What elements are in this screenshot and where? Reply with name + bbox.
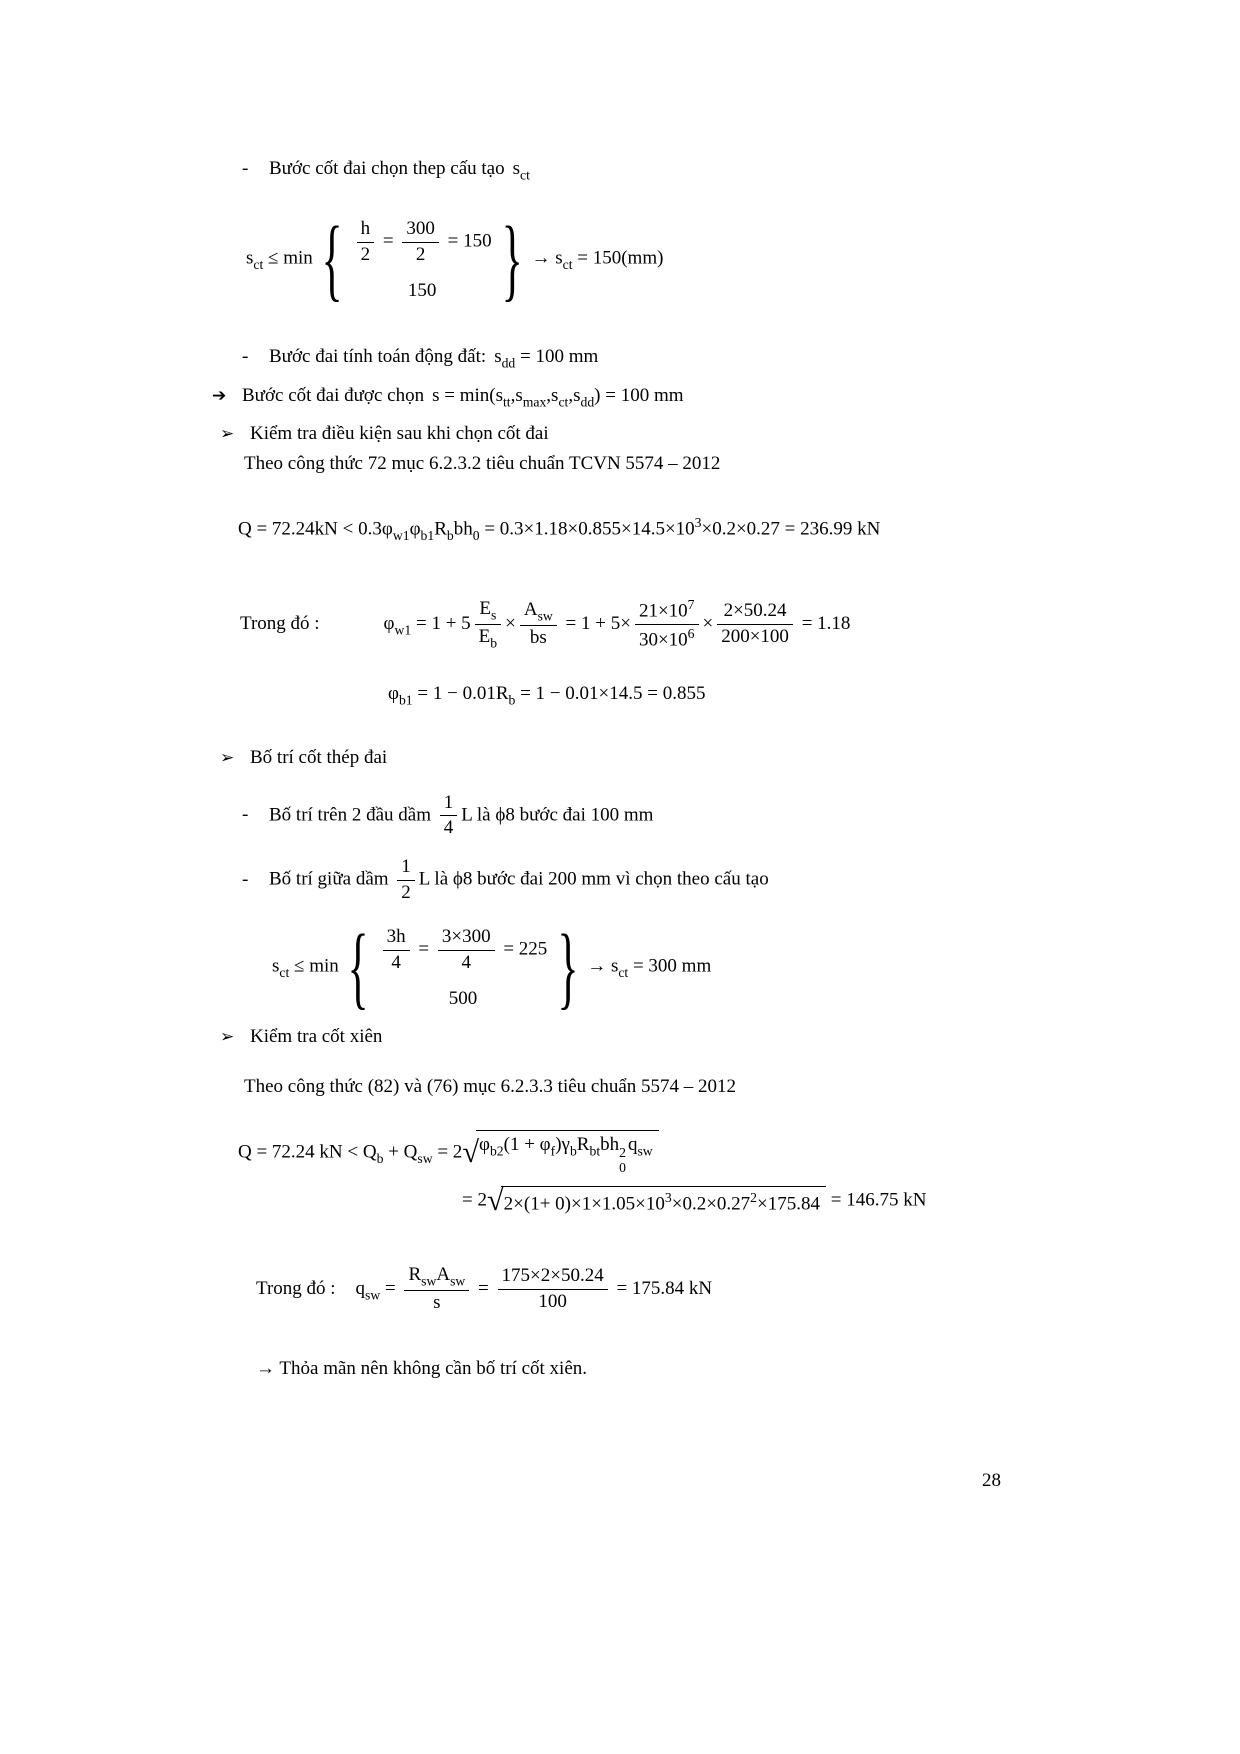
math-case-rows [343, 217, 502, 301]
math-text: = 1 + 5 [411, 612, 471, 634]
math-denominator [383, 951, 410, 976]
math-text: Bố trí trên 2 đầu dầm [269, 804, 436, 826]
math-text: s [246, 248, 254, 270]
where-label: Trong đó : [256, 1278, 336, 1300]
math-numerator [498, 1264, 608, 1290]
math-text: R [576, 1133, 590, 1155]
math-subscript: s [491, 607, 497, 623]
math-text: E [479, 597, 492, 619]
math-text: = 2 [432, 1141, 463, 1163]
math-text: 1 [443, 791, 454, 813]
dash-bullet: - [242, 345, 249, 367]
math-subscript: sw [450, 1273, 466, 1289]
math-text: q [627, 1133, 638, 1155]
math-numerator [404, 1263, 469, 1291]
math-text: 175×2×50.24 [501, 1265, 604, 1287]
math-square-root [462, 1130, 658, 1177]
math-subscript: tt [502, 394, 511, 410]
math-text: 100 [538, 1290, 567, 1312]
bullet-layout-beam-ends [242, 791, 1150, 841]
math-text: 30×10 [638, 629, 688, 651]
dash-bullet: - [242, 158, 249, 179]
math-denominator [498, 1290, 608, 1315]
math-subscript: b [508, 692, 516, 708]
math-subscript: sw [421, 1273, 437, 1289]
math-text: = 0.3×1.18×0.855×14.5×10 [479, 518, 695, 540]
math-text: 2×50.24 [723, 600, 787, 622]
math-subscript: ct [618, 965, 629, 981]
math-sub: 0 [619, 1160, 626, 1176]
math-text: 150 [407, 279, 437, 301]
math-fraction [438, 925, 495, 975]
math-text: 3×300 [441, 926, 491, 948]
math-case-row [379, 925, 548, 975]
math-text: A [436, 1263, 451, 1285]
math-subscript: bt [589, 1143, 601, 1159]
close-brace-icon: } [501, 207, 523, 311]
math-text: bh [600, 1133, 620, 1155]
math-fraction [520, 598, 557, 651]
formula-phi-b1 [388, 683, 1150, 708]
math-text: s [512, 158, 521, 179]
math-text: → s [526, 248, 563, 270]
math-subscript: sw [417, 1150, 433, 1166]
formula-qsw [356, 1263, 713, 1316]
reference-note: Theo công thức 72 mục 6.2.3.2 tiêu chuẩn TCVN 5574 – 2012 [244, 452, 721, 474]
chosen-text: Bước cốt đai được chọn [242, 385, 425, 407]
math-text: L là ϕ8 bước đai 200 mm vì chọn theo cấu tạo [418, 868, 769, 890]
math-case-row [449, 988, 478, 1010]
math-text: E [478, 625, 491, 647]
math-numerator [440, 791, 458, 817]
radical-sign-icon: √ [486, 1183, 504, 1218]
math-case-row [353, 217, 492, 267]
math-superscript: 2 [750, 1190, 758, 1206]
where-label: Trong đó : [240, 613, 320, 635]
math-superscript: 6 [687, 625, 695, 641]
math-text: R [408, 1263, 422, 1285]
math-text: ,s [546, 385, 559, 407]
chevron-bullet: ➢ [220, 747, 235, 768]
math-text: 2×(1+ 0)×1×1.05×10 [503, 1193, 665, 1215]
math-subscript: sw [537, 608, 553, 624]
math-fraction [383, 925, 410, 975]
math-subscript: sw [365, 1287, 381, 1303]
math-fraction [717, 599, 793, 649]
math-subscript: b [569, 1143, 577, 1159]
formula-phi-w1 [384, 596, 851, 653]
math-text: ) = 100 mm [594, 385, 684, 407]
math-text: × [505, 612, 516, 634]
math-denominator [357, 243, 375, 268]
math-text: = 146.75 kN [825, 1190, 927, 1211]
section-title: Bố trí cốt thép đai [250, 746, 388, 768]
bullet-layout-beam-middle [242, 855, 1150, 905]
radical-sign-icon: √ [462, 1134, 479, 1169]
math-radicand [501, 1186, 826, 1217]
math-text: φ [388, 683, 399, 705]
math-text: = 2 [462, 1190, 487, 1211]
math-text: Q = 72.24 kN < Q [238, 1141, 377, 1163]
math-subscript: ct [253, 257, 264, 273]
math-superscript: 7 [687, 596, 695, 612]
math-brace-group [347, 915, 579, 1018]
math-sup: 2 [619, 1145, 626, 1161]
math-text: 200×100 [721, 625, 789, 647]
math-numerator [717, 599, 793, 625]
math-denominator [402, 243, 439, 268]
formula-sct-min-150 [246, 207, 1150, 311]
math-subscript: ct [562, 257, 573, 273]
bullet-text: Bước cốt đai chọn thep cấu tạo [269, 158, 505, 179]
math-superscript: 3 [664, 1190, 672, 1206]
math-text: × [702, 612, 714, 634]
math-text: 4 [391, 952, 401, 974]
reference-note: Theo công thức (82) và (76) mục 6.2.3.3 tiêu chuẩn 5574 – 2012 [244, 1075, 737, 1097]
math-text: = 1 + 5× [560, 612, 631, 634]
math-text: = [378, 231, 399, 253]
math-text: → s [582, 955, 619, 977]
math-text: = 100 mm [515, 345, 599, 367]
math-text: ×175.84 [757, 1193, 820, 1215]
math-denominator [475, 625, 501, 652]
math-text: = 150 [442, 231, 492, 253]
math-subscript: dd [501, 355, 516, 371]
math-text: φ [409, 518, 421, 540]
math-subscript: sw [637, 1143, 653, 1159]
math-text: A [523, 599, 538, 620]
math-fraction [498, 1264, 608, 1314]
bullet-math [269, 855, 769, 905]
math-text: ,s [510, 385, 523, 407]
bullet-math [513, 158, 530, 183]
section-stirrup-layout [220, 747, 1150, 769]
math-text: φ [383, 612, 395, 634]
math-numerator [635, 596, 699, 625]
section-title: Kiểm tra điều kiện sau khi chọn cốt đai [250, 422, 549, 444]
math-subscript: b2 [489, 1143, 504, 1159]
math-denominator [717, 625, 793, 650]
chosen-spacing-line [212, 385, 1150, 410]
math-text: 3h [386, 926, 406, 948]
bullet-text: Bước đai tính toán động đất: [269, 345, 487, 367]
math-denominator [397, 881, 415, 906]
chevron-bullet: ➢ [220, 423, 235, 444]
math-text: ×0.2×0.27 [671, 1193, 751, 1215]
math-text: bh [453, 518, 473, 540]
math-text: s [433, 1292, 441, 1314]
where-clause-2 [256, 1263, 1150, 1316]
math-text: = 175.84 kN [611, 1277, 713, 1299]
math-text: = 150(mm) [572, 248, 664, 270]
math-superscript: 3 [694, 514, 702, 530]
math-text: 300 [406, 218, 435, 240]
math-subscript: b [490, 635, 498, 651]
math-text: φ [479, 1133, 490, 1155]
math-subscript: ct [558, 394, 569, 410]
chosen-math [432, 385, 683, 410]
math-text: ≤ min [289, 955, 344, 977]
math-text: 500 [448, 987, 478, 1009]
math-text: L là ϕ8 bước đai 100 mm [461, 804, 654, 826]
math-numerator [438, 925, 495, 951]
bullet-math [494, 346, 598, 371]
formula-qsw-check-line2 [462, 1183, 1150, 1218]
math-fraction [404, 1263, 469, 1316]
open-brace-icon: { [321, 207, 343, 311]
math-subscript: w1 [392, 527, 410, 543]
math-case-row [408, 280, 437, 302]
bold-arrow-bullet: ➔ [212, 386, 227, 407]
math-radicand [476, 1130, 659, 1177]
math-subscript: b [376, 1150, 384, 1166]
math-text: + Q [383, 1141, 418, 1163]
math-text: = [473, 1277, 494, 1299]
math-subscript: f [550, 1143, 556, 1159]
close-brace-icon: } [557, 915, 579, 1018]
open-brace-icon: { [347, 915, 369, 1018]
math-text: 4 [443, 817, 454, 839]
section-title: Kiểm tra cốt xiên [250, 1025, 383, 1047]
math-text: ≤ min [263, 248, 318, 270]
math-text: = [380, 1277, 401, 1299]
math-text: = 1 − 0.01R [412, 683, 509, 705]
math-text: = 1.18 [796, 612, 851, 634]
math-text: 2 [415, 244, 426, 266]
math-sub-sup-stack [619, 1145, 626, 1175]
math-subscript: dd [580, 394, 595, 410]
math-text: (1 + φ [503, 1133, 551, 1155]
page-number: 28 [982, 1470, 1001, 1491]
math-subscript: b1 [398, 692, 413, 708]
math-text: = 1 − 0.01×14.5 = 0.855 [515, 683, 706, 705]
formula-qsw-check-line1 [238, 1130, 1150, 1177]
math-text: 2 [360, 244, 371, 266]
math-text: bs [529, 627, 547, 649]
math-numerator [402, 217, 439, 243]
math-subscript: max [522, 394, 547, 410]
bullet-stirrup-spacing-construction [242, 158, 1150, 183]
math-subscript: b [446, 527, 454, 543]
math-brace-group [321, 207, 523, 311]
math-text: s [494, 345, 502, 367]
math-text: Q = 72.24kN < 0.3φ [238, 518, 393, 540]
math-fraction [635, 596, 699, 653]
dash-bullet: - [242, 868, 249, 890]
math-text: s = min(s [432, 385, 503, 407]
math-subscript: b1 [420, 527, 435, 543]
math-denominator [520, 626, 557, 651]
math-fraction [402, 217, 439, 267]
math-text: 4 [461, 952, 471, 974]
math-numerator [475, 597, 501, 625]
where-clause-1 [240, 596, 1150, 653]
section-check-bent-bars [220, 1026, 1150, 1048]
math-text: ,s [568, 385, 581, 407]
math-fraction [475, 597, 501, 653]
math-text: = 225 [498, 938, 548, 960]
math-denominator [440, 816, 458, 841]
math-fraction [440, 791, 458, 841]
math-text: s [272, 955, 280, 977]
math-numerator [397, 855, 415, 881]
formula-shear-check [238, 515, 1150, 544]
math-text: 21×10 [638, 600, 688, 622]
math-square-root [486, 1183, 826, 1218]
bullet-seismic-spacing [242, 346, 1150, 371]
math-text: )γ [555, 1133, 570, 1155]
formula-sct-min-300 [272, 915, 1150, 1018]
math-text: 1 [401, 856, 411, 878]
math-subscript: ct [279, 965, 290, 981]
math-subscript: 0 [472, 527, 480, 543]
math-fraction [357, 217, 375, 267]
math-denominator [635, 625, 699, 653]
math-case-rows [369, 925, 558, 1009]
math-text: 2 [401, 881, 411, 903]
math-subscript: ct [520, 167, 530, 183]
conclusion-text: → Thỏa mãn nên không cần bố trí cốt xiên. [256, 1357, 588, 1379]
math-text: = [413, 938, 434, 960]
math-text: ×0.2×0.27 = 236.99 kN [701, 518, 881, 540]
math-fraction [397, 855, 415, 905]
math-numerator [383, 925, 410, 951]
math-denominator [404, 1291, 469, 1316]
math-text: h [360, 218, 371, 240]
math-subscript: w1 [394, 622, 412, 638]
math-text: Bố trí giữa dầm [269, 868, 394, 890]
section-check-condition [220, 423, 1150, 445]
math-text: R [434, 518, 447, 540]
math-text: = 300 mm [628, 955, 712, 977]
math-numerator [357, 217, 375, 243]
math-denominator [438, 951, 495, 976]
chevron-bullet: ➢ [220, 1026, 235, 1047]
math-text: q [355, 1277, 366, 1299]
math-numerator [520, 598, 557, 626]
dash-bullet: - [242, 804, 249, 826]
bullet-math [269, 791, 653, 841]
